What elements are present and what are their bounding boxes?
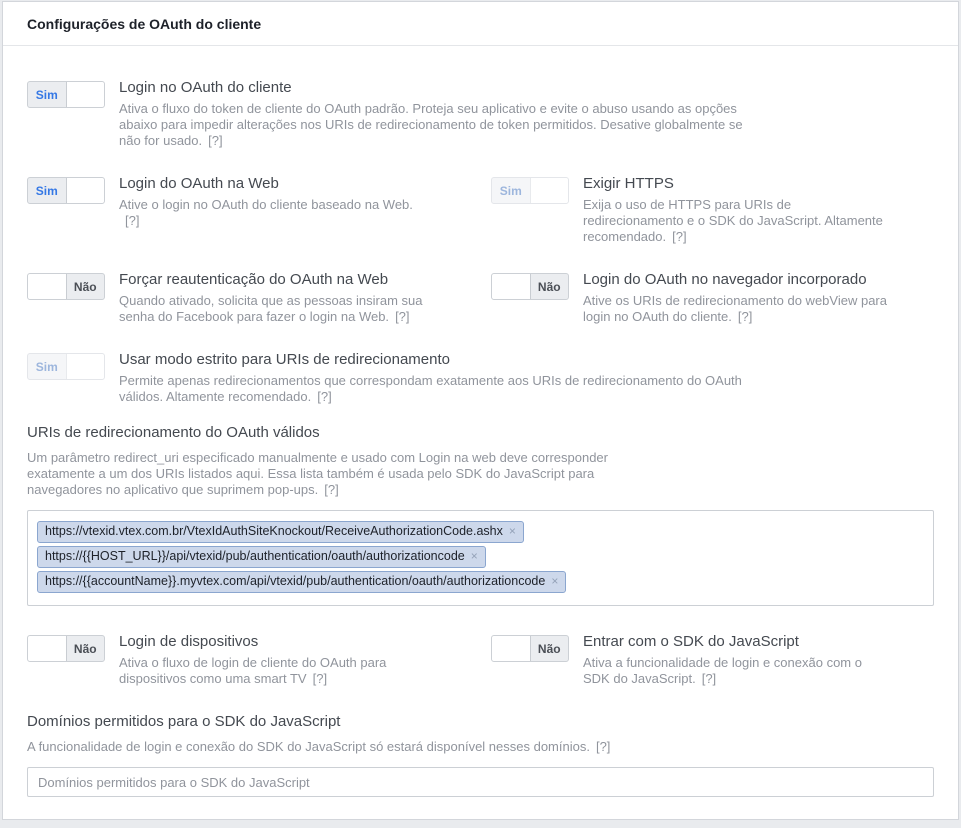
- section-row-reauth-embedded: [27, 270, 934, 325]
- toggle-device-login[interactable]: [27, 635, 105, 662]
- section-client-oauth-login: [27, 78, 934, 149]
- toggle-enforce-https: [491, 177, 569, 204]
- help-link[interactable]: [?]: [595, 739, 611, 754]
- toggle-knob: [492, 274, 531, 299]
- help-link[interactable]: [?]: [701, 671, 717, 686]
- setting-title: Entrar com o SDK do JavaScript: [583, 633, 799, 650]
- help-link[interactable]: [?]: [125, 213, 140, 228]
- toggle-knob: [66, 354, 105, 379]
- setting-title: Exigir HTTPS: [583, 175, 674, 192]
- section-jssdk-login: [491, 632, 891, 687]
- toggle-client-oauth-login[interactable]: [27, 81, 105, 108]
- section-jssdk-domains: [27, 712, 934, 797]
- remove-chip-icon[interactable]: ×: [551, 574, 559, 588]
- section-embedded-browser-login: [491, 270, 891, 325]
- setting-description: Permite apenas redirecionamentos que correspondam exatamente aos URIs de redirecionamento do OAuth válidos. Altamente recomendado.: [119, 373, 742, 404]
- help-link[interactable]: [?]: [737, 309, 753, 324]
- section-title: Domínios permitidos para o SDK do JavaScript: [27, 713, 341, 730]
- section-description: Um parâmetro redirect_uri especificado manualmente e usado com Login na web deve corresponder exatamente a um dos URIs listados aqui. Essa lista também é usada pelo SDK do JavaScript para navegadores no aplicativo que suprimem pop-ups.: [27, 450, 608, 497]
- section-enforce-https: [491, 174, 891, 245]
- toggle-knob: [66, 178, 105, 203]
- setting-title: Usar modo estrito para URIs de redirecionamento: [119, 351, 450, 368]
- section-row-web-https: [27, 174, 934, 245]
- setting-title: Login do OAuth no navegador incorporado: [583, 271, 867, 288]
- card-content: [3, 46, 958, 819]
- setting-description: Exija o uso de HTTPS para URIs de redirecionamento e o SDK do JavaScript. Altamente recomendado.: [583, 197, 883, 244]
- section-title: URIs de redirecionamento do OAuth válidos: [27, 424, 320, 441]
- help-link[interactable]: [?]: [317, 389, 332, 404]
- toggle-strict-mode: [27, 353, 105, 380]
- setting-description: Ative o login no OAuth do cliente baseado na Web.: [119, 197, 413, 212]
- setting-description: Quando ativado, solicita que as pessoas insiram sua senha do Facebook para fazer o login na Web.: [119, 293, 423, 324]
- redirect-uris-tokenizer[interactable]: [27, 510, 934, 606]
- allowed-domains-input[interactable]: [27, 767, 934, 797]
- section-row-device-jssdk: [27, 632, 934, 687]
- toggle-jssdk-login[interactable]: [491, 635, 569, 662]
- toggle-knob: [530, 178, 569, 203]
- toggle-state-label: Sim: [35, 359, 58, 374]
- toggle-knob: [28, 274, 67, 299]
- remove-chip-icon[interactable]: ×: [508, 524, 516, 538]
- setting-title: Login no OAuth do cliente: [119, 79, 292, 96]
- section-device-login: [27, 632, 427, 687]
- help-link[interactable]: [?]: [324, 482, 339, 497]
- help-link[interactable]: [?]: [395, 309, 410, 324]
- toggle-knob: [492, 636, 531, 661]
- setting-title: Login de dispositivos: [119, 633, 259, 650]
- setting-title: Forçar reautenticação do OAuth na Web: [119, 271, 389, 288]
- toggle-state-label: Sim: [499, 183, 522, 198]
- section-description: A funcionalidade de login e conexão do SDK do JavaScript só estará disponível nesses domínios.: [27, 739, 590, 754]
- uri-chip-text: https://{{accountName}}.myvtex.com/api/vtexid/pub/authentication/oauth/authorizationcode: [45, 574, 546, 588]
- uri-chip-text: https://{{HOST_URL}}/api/vtexid/pub/authentication/oauth/authorizationcode: [45, 549, 465, 563]
- uri-chip: [37, 521, 524, 543]
- toggle-state-label: Não: [537, 641, 561, 656]
- toggle-state-label: Não: [537, 279, 561, 294]
- card-title: Configurações de OAuth do cliente: [3, 2, 958, 46]
- setting-description: Ativa o fluxo do token de cliente do OAuth padrão. Proteja seu aplicativo e evite o abuso usando as opções abaixo para impedir alterações nos URIs de redirecionamento de token permitidos. Desative globalmente se não for usado.: [119, 101, 743, 148]
- toggle-state-label: Não: [73, 641, 97, 656]
- setting-description: Ativa o fluxo de login de cliente do OAuth para dispositivos como uma smart TV: [119, 655, 387, 686]
- toggle-embedded-browser-login[interactable]: [491, 273, 569, 300]
- section-valid-oauth-uris: [27, 423, 934, 606]
- toggle-knob: [28, 636, 67, 661]
- uri-chip-text: https://vtexid.vtex.com.br/VtexIdAuthSiteKnockout/ReceiveAuthorizationCode.ashx: [45, 524, 503, 538]
- section-web-oauth-login: [27, 174, 427, 245]
- setting-description: Ative os URIs de redirecionamento do webView para login no OAuth do cliente.: [583, 293, 887, 324]
- help-link[interactable]: [?]: [312, 671, 328, 686]
- toggle-knob: [66, 82, 105, 107]
- toggle-state-label: Sim: [35, 183, 58, 198]
- setting-title: Login do OAuth na Web: [119, 175, 279, 192]
- setting-description: Ativa a funcionalidade de login e conexão com o SDK do JavaScript.: [583, 655, 862, 686]
- toggle-web-oauth-login[interactable]: [27, 177, 105, 204]
- toggle-force-web-reauth[interactable]: [27, 273, 105, 300]
- section-force-web-reauth: [27, 270, 427, 325]
- uri-chip: [37, 546, 486, 568]
- toggle-state-label: Não: [73, 279, 97, 294]
- toggle-state-label: Sim: [35, 87, 58, 102]
- remove-chip-icon[interactable]: ×: [470, 549, 478, 563]
- help-link[interactable]: [?]: [208, 133, 223, 148]
- help-link[interactable]: [?]: [672, 229, 687, 244]
- section-strict-mode: [27, 350, 934, 405]
- uri-chip: [37, 571, 566, 593]
- client-oauth-settings-card: [2, 1, 959, 820]
